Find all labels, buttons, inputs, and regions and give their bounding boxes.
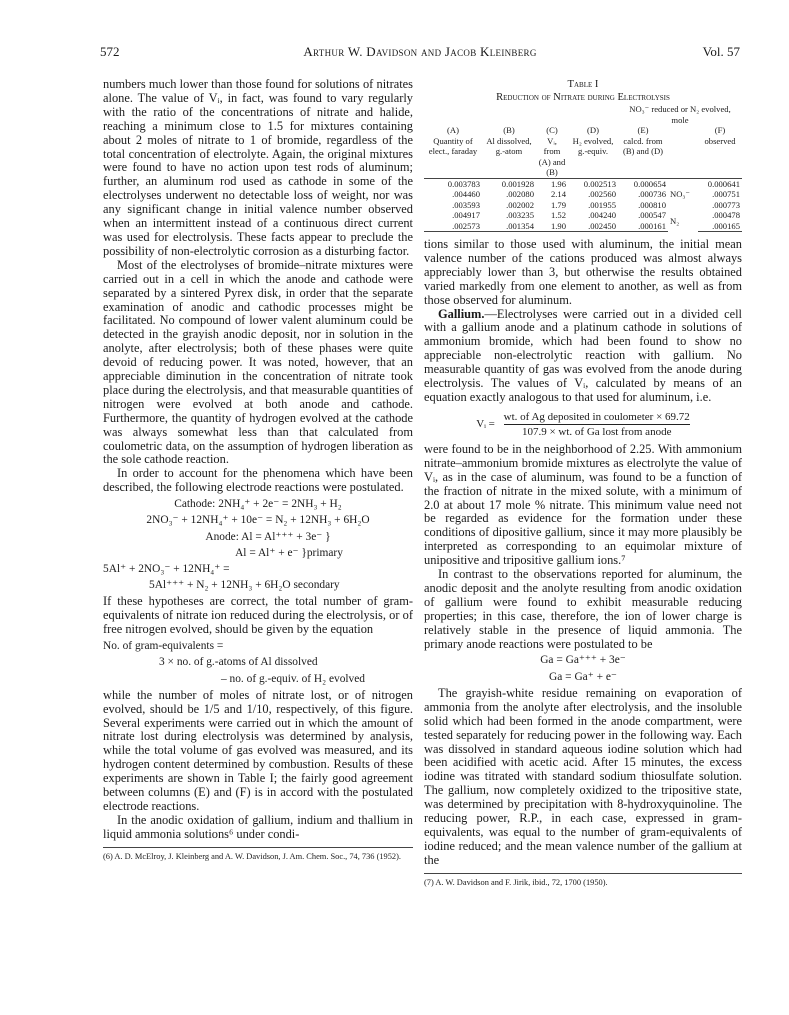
table-cell: .000736	[638, 189, 666, 199]
paragraph: If these hypotheses are correct, the total number of gram-equivalents of nitrate ion reduced during the electrolysis, or of free nitrogen evolved, should be given by the equation	[103, 594, 413, 637]
equation: Ga = Ga⁺ + e⁻	[549, 670, 617, 683]
table-cell: .004460	[452, 189, 480, 199]
table-cell: 1.90	[536, 221, 568, 232]
table-cell: .000751	[712, 189, 740, 199]
table-cell: .001955	[588, 199, 616, 210]
table-cell: 1.79	[550, 199, 566, 210]
paragraph: The grayish-white residue remaining on evaporation of ammonia from the anolyte after electrolysis, and the insoluble solid which had been formed in the anode compartment, were tested separately for reducing power in the following way. Each was dissolved in standard aqueous iodine solution which had been acidified with acetic acid. After 15 minutes, the excess iodine was titrated with standard sodium thiosulfate solution. The gallium, now completely oxidized to the tripositive state, was determined by precipitation with 8-hydroxyquinoline. The reducing power, R.P., in each case, expressed in gram-equivalents, was equal to the number of gram-equivalents of iodine reduced; and the mean valence number of the gallium at the	[424, 685, 742, 867]
n2-label: N₂	[670, 215, 680, 226]
table-cell: .001354	[482, 221, 536, 232]
table-cell: .000547	[638, 210, 666, 220]
left-column	[103, 78, 413, 862]
table-cell: 0.002513	[583, 178, 616, 189]
paragraph	[424, 308, 742, 405]
column-header: H₂ evolved, g.-equiv.	[568, 136, 618, 179]
column-header: Quantity of elect., faraday	[424, 136, 482, 179]
table-cell: 0.003783	[447, 178, 480, 189]
right-column	[424, 78, 742, 888]
table-cell: .002560	[588, 189, 616, 199]
no3-label: NO₃⁻	[670, 189, 690, 199]
table-cell: 2.14	[550, 189, 566, 199]
column-header: Al dissolved, g.-atom	[482, 136, 536, 179]
table-cell: 1.52	[550, 210, 566, 220]
table-cell: .002450	[568, 221, 618, 232]
footnote-6: (6) A. D. McElroy, J. Kleinberg and A. W. Davidson, J. Am. Chem. Soc., 74, 736 (1952).	[103, 847, 413, 862]
paragraph: while the number of moles of nitrate lost, or of nitrogen evolved, should be 1/5 and 1/10, respectively, of this figure. Several experiments were carried out in which the amount of nitrate lost during electrolysis was determined by analysis, while the total volume of gas evolved was measured, and its hydrogen content determined by combustion. Results of these experiments are shown in Table I; the fairly good agreement between columns (E) and (F) is in accord with the postulated electrode reactions.	[103, 687, 413, 813]
column-letter: (F)	[714, 125, 726, 135]
electrode-reactions	[103, 498, 413, 592]
column-letter: (B)	[503, 125, 515, 135]
paragraph: Most of the electrolyses of bromide–nitrate mixtures were carried out in a cell in which the anode and cathode were separated by a sintered Pyrex disk, in order that the separate examination of anodic and cathodic processes might be facilitated. No compound of lower valent aluminum could be detected in the grayish anodic deposit, nor in solution in the anolyte, after electrolysis; both of these phases were quite devoid of reducing power. It was noted, however, that an appreciable diminution in the concentration of nitrate took place during the electrolysis, and that measurable quantities of nitrogen were evolved at both anode and cathode. Furthermore, the quantity of hydrogen evolved at the cathode was always somewhat less than that calculated from coulometric data, on the assumption of hydrogen liberation as the sole cathode reaction.	[103, 257, 413, 467]
equation: 5Al⁺⁺⁺ + N₂ + 12NH₃ + 6H₂O secondary	[149, 579, 340, 592]
column-letter: (E)	[637, 125, 649, 135]
paragraph: In contrast to the observations reported for aluminum, the anodic deposit and the anolyte resulting from anodic oxidation of gallium were found to exhibit measurable reducing properties; in this case, therefore, the ion of lower charge is relatively stable in the presence of liquid ammonia. The primary anode reactions were postulated to be	[424, 567, 742, 651]
paragraph: numbers much lower than those found for solutions of nitrates alone. The value of Vᵢ, in fact, was found to vary regularly with the ratio of the concentrations of nitrate and halide, reaching a minimum close to 1.5 for mixtures containing about 2 moles of nitrate to 1 of bromide, regardless of the total concentration of electrolyte. Again, the original mixtures were found to have no action upon test rods of aluminum; further, an aluminum rod used as cathode in some of the electrolyses underwent no detectable loss of weight, nor was any significant change in initial valence number observed when an intermittent instead of a continuous direct current was used for electrolysis. These facts appear to preclude the possibility of non-electrolytic corrosion as a disturbing factor.	[103, 77, 413, 258]
gram-equivalent-equation	[103, 640, 413, 686]
table-cell: .004917	[452, 210, 480, 220]
table-group-header: NO₃⁻ reduced or N₂ evolved, mole	[629, 104, 731, 125]
equation: Al = Al⁺ + e⁻ }primary	[235, 546, 343, 559]
equation: No. of gram-equivalents =	[103, 640, 224, 653]
equation-denominator: 107.9 × wt. of Ga lost from anode	[504, 424, 690, 439]
table-cell: .000810	[638, 199, 666, 210]
paragraph-text: —Electrolyses were carried out in a divided cell with a gallium anode and a platinum cathode in solutions of ammonium bromide, which had been found to show no appreciable non-electrolytic reaction with gallium. No measurable quantity of gas was evolved from the anode during electrolysis. The values of Vᵢ, calculated by means of an equation exactly analogous to that used for aluminum, i.e.	[424, 306, 742, 404]
table-cell: .000165	[698, 221, 742, 232]
column-letter: (C)	[546, 125, 558, 135]
table-cell: .002080	[506, 189, 534, 199]
table-cell: .003593	[452, 199, 480, 210]
table-cell: .000161	[618, 221, 668, 232]
running-header	[100, 44, 740, 64]
equation: Cathode: 2NH₄⁺ + 2e⁻ = 2NH₃ + H₂	[174, 498, 342, 511]
equation: 2NO₃⁻ + 12NH₄⁺ + 10e⁻ = N₂ + 12NH₃ + 6H₂O	[146, 514, 370, 527]
paragraph: were found to be in the neighborhood of 2.25. With ammonium nitrate–ammonium bromide mixtures as electrolyte the value of Vᵢ, as in the case of aluminum, was found to be a function of the fraction of nitrate in the mixed solute, with a minimum of 2.0 at about 17 mole % nitrate. This minimum value need not be regarded as evidence for the formation under these conditions of dipositive gallium, since it may more plausibly be interpreted as corresponding to an equimolar mixture of unipositive and tripositive gallium ions.⁷	[424, 441, 742, 568]
gallium-reactions	[424, 654, 742, 683]
table-title: Table I	[567, 79, 599, 90]
table-cell: 0.001928	[501, 178, 534, 189]
paragraph: In the anodic oxidation of gallium, indium and thallium in liquid ammonia solutions⁶ under condi-	[103, 812, 413, 841]
table-body	[424, 104, 742, 232]
table-cell: .002002	[506, 199, 534, 210]
equation: 3 × no. of g.-atoms of Al dissolved	[159, 656, 318, 669]
table-cell: 1.96	[550, 178, 566, 189]
table-1	[424, 78, 742, 232]
table-cell: .002573	[424, 221, 482, 232]
table-cell: 0.000654	[633, 178, 666, 189]
equation: 5Al⁺ + 2NO₃⁻ + 12NH₄⁺ =	[103, 563, 230, 575]
equation: Anode: Al = Al⁺⁺⁺ + 3e⁻ }	[205, 530, 331, 543]
table-cell: .000478	[712, 210, 740, 220]
column-letter: (D)	[587, 125, 599, 135]
column-letter: (A)	[447, 125, 459, 135]
table-row	[424, 210, 742, 221]
footnote-7: (7) A. W. Davidson and F. Jirik, ibid., 72, 1700 (1950).	[424, 873, 742, 888]
paragraph: tions similar to those used with aluminum, the initial mean valence number of the cations produced was almost always appreciably lower than 3, but otherwise the results obtained varied markedly from one element to another, as well as from those observed for aluminum.	[424, 237, 742, 307]
table-caption: Reduction of Nitrate during Electrolysis	[496, 92, 670, 103]
table-cell: .000773	[712, 199, 740, 210]
equation-numerator: wt. of Ag deposited in coulometer × 69.72	[503, 410, 690, 423]
column-header: Vᵢ, from (A) and (B)	[536, 136, 568, 179]
table-cell: 0.000641	[707, 178, 740, 189]
table-cell: .004240	[588, 210, 616, 220]
column-header: observed	[698, 136, 742, 179]
column-header: calcd. from (B) and (D)	[618, 136, 668, 179]
volume-label: Vol. 57	[702, 44, 740, 59]
table-cell: .003235	[506, 210, 534, 220]
paragraph: In order to account for the phenomena which have been described, the following electrode reactions were postulated.	[103, 466, 413, 495]
page-number: 572	[100, 44, 120, 59]
author-line: Arthur W. Davidson and Jacob Kleinberg	[303, 44, 537, 59]
table-row	[424, 178, 742, 189]
valence-equation	[424, 411, 742, 439]
equation: – no. of g.-equiv. of H₂ evolved	[221, 672, 366, 685]
equation: Ga = Ga⁺⁺⁺ + 3e⁻	[540, 654, 626, 667]
equation-lhs: Vᵢ =	[476, 418, 495, 431]
section-heading-gallium: Gallium.	[438, 306, 485, 321]
